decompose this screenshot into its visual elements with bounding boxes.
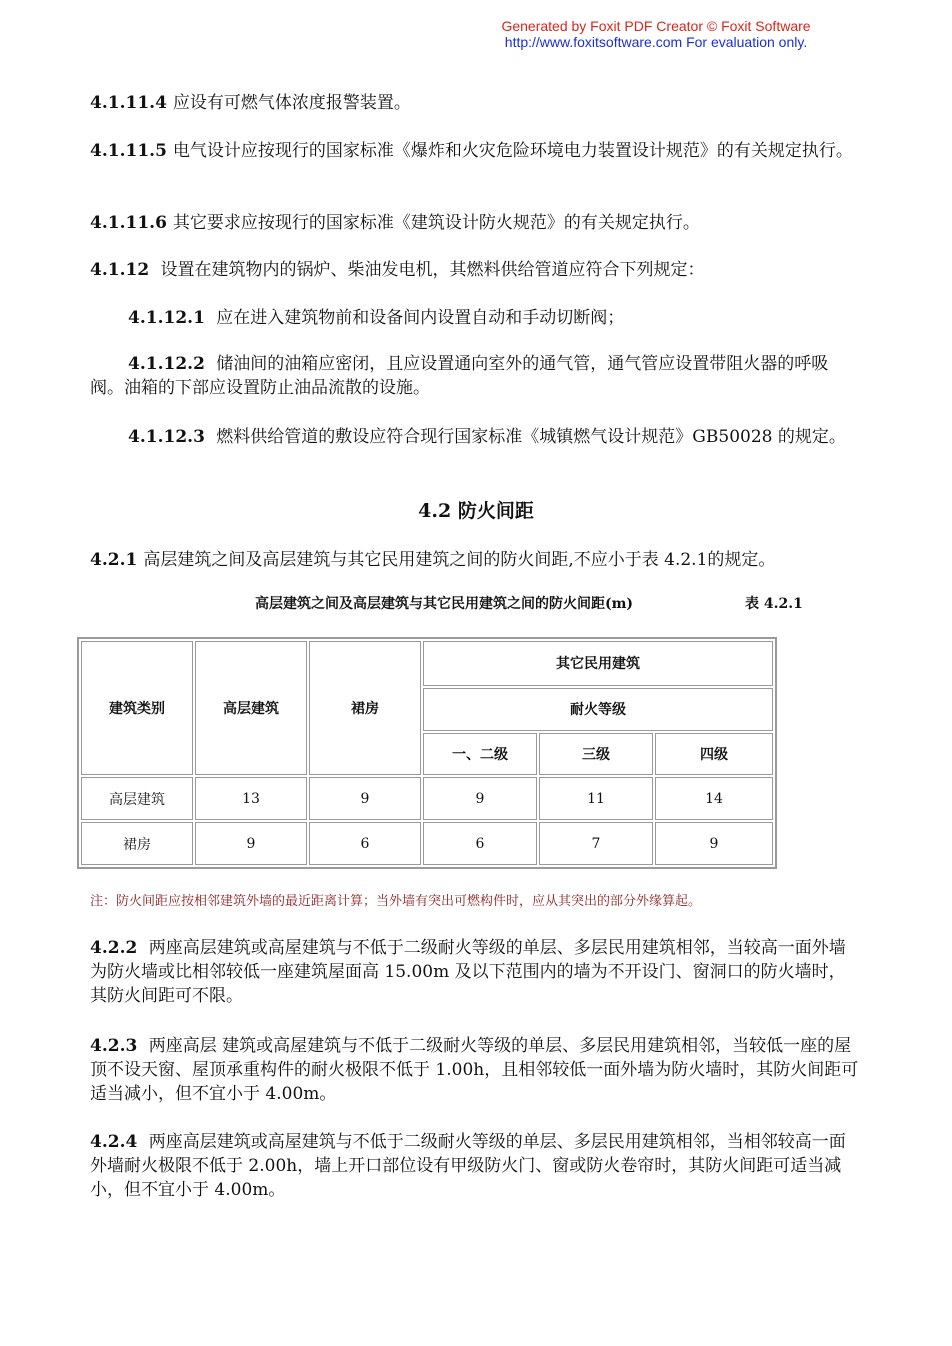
table-cell: 13 xyxy=(195,777,307,820)
clause-text: 电气设计应按现行的国家标准《爆炸和火灾危险环境电力装置设计规范》的有关规定执行。 xyxy=(172,141,853,161)
header-high-rise: 高层建筑 xyxy=(195,641,307,775)
watermark-line-2: http://www.foxitsoftware.com For evaluation only. xyxy=(504,34,808,50)
paragraph-4-1-11-5 xyxy=(90,139,862,163)
clause-text: 两座高层 建筑或高屋建筑与不低于二级耐火等级的单层、多层民用建筑相邻，当较低一座的屋顶不设天窗、屋顶承重构件的耐火极限不低于 1.00h，且相邻较低一面外墙为防火墙时，其防火间距可适当减小，但不宜小于 4.00m。 xyxy=(90,1036,859,1104)
clause-number: 4.1.12.3 xyxy=(128,427,205,447)
clause-text: 其它要求应按现行的国家标准《建筑设计防火规范》的有关规定执行。 xyxy=(172,213,700,233)
paragraph-4-2-1 xyxy=(90,548,862,572)
table-cell: 9 xyxy=(423,777,537,820)
clause-text: 高层建筑之间及高层建筑与其它民用建筑之间的防火间距,不应小于表 4.2.1的规定。 xyxy=(143,550,776,570)
clause-number: 4.2.1 xyxy=(90,550,138,570)
paragraph-4-1-11-4 xyxy=(90,91,862,115)
paragraph-4-2-4 xyxy=(90,1130,862,1202)
table-cell: 9 xyxy=(309,777,421,820)
header-grade-1-2: 一、二级 xyxy=(423,733,537,776)
header-podium: 裙房 xyxy=(309,641,421,775)
clause-number: 4.1.11.4 xyxy=(90,93,167,113)
table-caption-number: 表 4.2.1 xyxy=(745,596,803,612)
table-note: 注：防火间距应按相邻建筑外墙的最近距离计算；当外墙有突出可燃构件时，应从其突出的部分外缘算起。 xyxy=(90,894,702,909)
clause-number: 4.1.11.5 xyxy=(90,141,167,161)
watermark xyxy=(476,18,836,50)
table-cell: 裙房 xyxy=(81,822,193,865)
table-caption-title: 高层建筑之间及高层建筑与其它民用建筑之间的防火间距(m) xyxy=(255,596,634,612)
clause-number: 4.2.2 xyxy=(90,938,138,958)
clause-text: 应在进入建筑物前和设备间内设置自动和手动切断阀； xyxy=(210,308,625,328)
paragraph-4-2-3 xyxy=(90,1034,862,1106)
table-row xyxy=(81,822,773,865)
header-other-civil-buildings: 其它民用建筑 xyxy=(423,641,773,686)
clause-number: 4.1.12.1 xyxy=(128,308,205,328)
clause-number: 4.1.12 xyxy=(90,260,150,280)
table-cell: 6 xyxy=(309,822,421,865)
header-fire-resistance-grade: 耐火等级 xyxy=(423,688,773,731)
table-cell: 6 xyxy=(423,822,537,865)
paragraph-4-1-12-1 xyxy=(90,306,862,330)
table-cell: 高层建筑 xyxy=(81,777,193,820)
clause-number: 4.1.11.6 xyxy=(90,213,167,233)
table-cell: 14 xyxy=(655,777,773,820)
clause-number: 4.1.12.2 xyxy=(128,354,205,374)
clause-text: 两座高层建筑或高屋建筑与不低于二级耐火等级的单层、多层民用建筑相邻，当较高一面外墙为防火墙或比相邻较低一座建筑屋面高 15.00m 及以下范围内的墙为不开设门、窗洞口的防火墙时，其防火间距可不限。 xyxy=(90,938,846,1006)
watermark-line-1: Generated by Foxit PDF Creator © Foxit Software xyxy=(501,18,811,34)
paragraph-4-1-11-6 xyxy=(90,211,862,235)
header-grade-3: 三级 xyxy=(539,733,653,776)
section-heading: 4.2 防火间距 xyxy=(418,500,534,522)
clause-text: 储油间的油箱应密闭，且应设置通向室外的通气管，通气管应设置带阻火器的呼吸阀。油箱的下部应设置防止油品流散的设施。 xyxy=(90,354,829,398)
clause-text: 两座高层建筑或高屋建筑与不低于二级耐火等级的单层、多层民用建筑相邻，当相邻较高一面外墙耐火极限不低于 2.00h，墙上开口部位设有甲级防火门、窗或防火卷帘时，其防火间距可适当减小，但不宜小于 4.00m。 xyxy=(90,1132,846,1200)
clause-text: 燃料供给管道的敷设应符合现行国家标准《城镇燃气设计规范》GB50028 的规定。 xyxy=(210,427,846,447)
header-building-category: 建筑类别 xyxy=(81,641,193,775)
table-row xyxy=(81,777,773,820)
clause-number: 4.2.4 xyxy=(90,1132,138,1152)
paragraph-4-1-12-2 xyxy=(90,352,862,400)
table-cell: 9 xyxy=(195,822,307,865)
clause-text: 应设有可燃气体浓度报警装置。 xyxy=(172,93,411,113)
paragraph-4-1-12 xyxy=(90,258,862,282)
clause-number: 4.2.3 xyxy=(90,1036,138,1056)
table-cell: 9 xyxy=(655,822,773,865)
fire-distance-table xyxy=(77,637,777,869)
paragraph-4-1-12-3 xyxy=(90,425,862,449)
clause-text: 设置在建筑物内的锅炉、柴油发电机，其燃料供给管道应符合下列规定： xyxy=(155,260,705,280)
paragraph-4-2-2 xyxy=(90,936,862,1008)
table-cell: 7 xyxy=(539,822,653,865)
header-grade-4: 四级 xyxy=(655,733,773,776)
table-cell: 11 xyxy=(539,777,653,820)
